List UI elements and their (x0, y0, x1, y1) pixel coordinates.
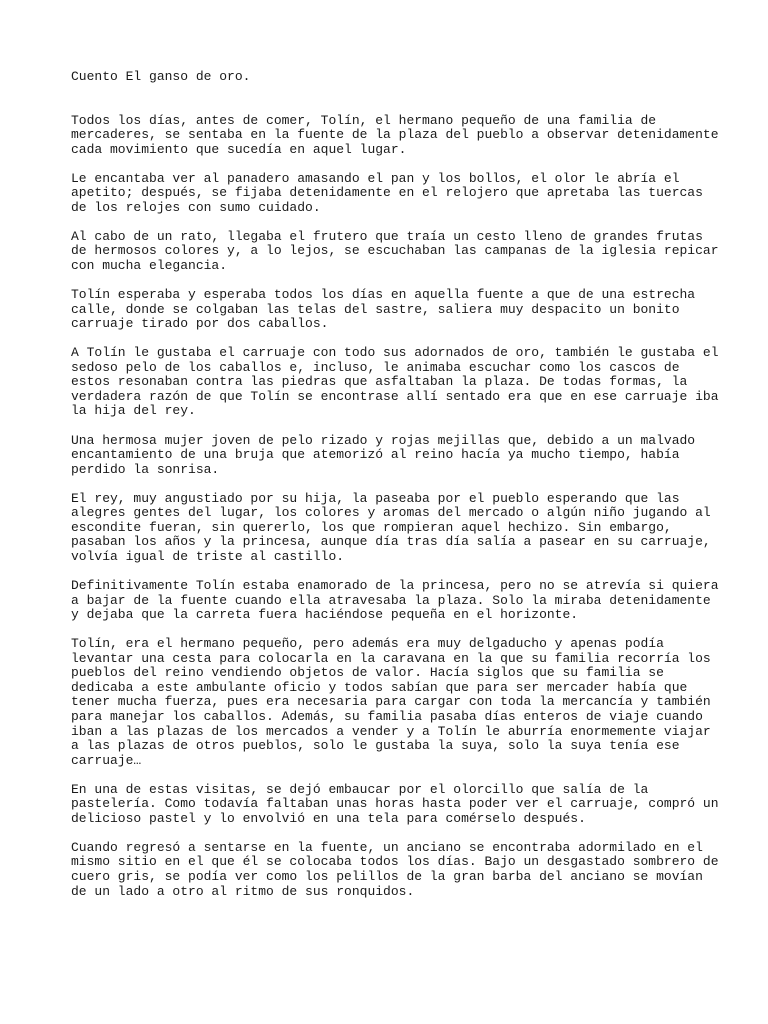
paragraph-line: la hija del rey. (71, 403, 196, 419)
paragraph-spacer (71, 623, 731, 638)
paragraph-spacer (71, 419, 731, 434)
paragraph (71, 288, 731, 332)
paragraph-line: carruaje… (71, 752, 142, 768)
paragraph-spacer (71, 477, 731, 492)
paragraph-spacer (71, 274, 731, 289)
paragraph-line: tener mucha fuerza, pues era necesaria para cargar con toda la mercancía y también (71, 694, 711, 710)
paragraph (71, 492, 731, 565)
paragraph-line: alegres gentes del lugar, los colores y aromas del mercado o algún niño jugando al (71, 505, 711, 521)
paragraph-spacer (71, 768, 731, 783)
paragraphs-container (71, 114, 731, 900)
paragraph-line: levantar una cesta para colocarla en la caravana en la que su familia recorría los (71, 650, 711, 666)
paragraph-line: mercaderes, se sentaba en la fuente de la plaza del pueblo a observar detenidamente (71, 127, 719, 143)
paragraph-line: Una hermosa mujer joven de pelo rizado y rojas mejillas que, debido a un malvado (71, 432, 696, 448)
paragraph (71, 579, 731, 623)
paragraph-line: escondite fueran, sin quererlo, los que rompieran aquel hechizo. Sin embargo, (71, 519, 672, 535)
paragraph (71, 434, 731, 478)
paragraph-line: y dejaba que la carreta fuera haciéndose pequeña en el horizonte. (71, 607, 579, 623)
paragraph (71, 230, 731, 274)
paragraph-line: delicioso pastel y lo envolvió en una tela para comérselo después. (71, 810, 586, 826)
paragraph-line: Tolín esperaba y esperaba todos los días en aquella fuente a que de una estrecha (71, 287, 696, 303)
paragraph-line: Definitivamente Tolín estaba enamorado de la princesa, pero no se atrevía si quiera (71, 578, 719, 594)
paragraph-line: mismo sitio en el que él se colocaba todos los días. Bajo un desgastado sombrero de (71, 854, 719, 870)
paragraph-line: a las plazas de otros pueblos, solo le gustaba la suya, solo la suya tenía ese (71, 738, 680, 754)
paragraph (71, 637, 731, 768)
paragraph-line: para manejar los caballos. Además, su familia pasaba días enteros de viaje cuando (71, 708, 703, 724)
paragraph-line: sedoso pelo de los caballos e, incluso, le animaba escuchar como los cascos de (71, 359, 680, 375)
paragraph-line: encantamiento de una bruja que atemorizó al reino hacía ya mucho tiempo, había (71, 447, 680, 463)
paragraph (71, 172, 731, 216)
paragraph-line: pasaban los años y la princesa, aunque día tras día salía a pasear en su carruaje, (71, 534, 711, 550)
paragraph-line: Tolín, era el hermano pequeño, pero además era muy delgaducho y apenas podía (71, 636, 664, 652)
paragraph (71, 783, 731, 827)
paragraph-line: con mucha elegancia. (71, 258, 228, 274)
paragraph-line: Todos los días, antes de comer, Tolín, el hermano pequeño de una familia de (71, 112, 657, 128)
paragraph-line: En una de estas visitas, se dejó embaucar por el olorcillo que salía de la (71, 781, 649, 797)
paragraph-line: iban a las plazas de los mercados a vender y a Tolín le aburría enormemente viajar (71, 723, 711, 739)
paragraph-line: Cuando regresó a sentarse en la fuente, un anciano se encontraba adormilado en el (71, 839, 703, 855)
title-spacer (71, 85, 731, 114)
paragraph-line: apetito; después, se fijaba detenidamente en el relojero que apretaba las tuercas (71, 185, 703, 201)
paragraph-spacer (71, 332, 731, 347)
paragraph-line: pueblos del reino vendiendo objetos de valor. Hacía siglos que su familia se (71, 665, 664, 681)
paragraph-line: pastelería. Como todavía faltaban unas horas hasta poder ver el carruaje, compró un (71, 796, 719, 812)
paragraph-line: de hermosos colores y, a lo lejos, se escuchaban las campanas de la iglesia repicar (71, 243, 719, 259)
paragraph (71, 841, 731, 899)
paragraph-line: cada movimiento que sucedía en aquel lugar. (71, 141, 407, 157)
document-title: Cuento El ganso de oro. (71, 69, 251, 84)
paragraph-line: carruaje tirado por dos caballos. (71, 316, 329, 332)
paragraph-spacer (71, 826, 731, 841)
paragraph-line: A Tolín le gustaba el carruaje con todo sus adornados de oro, también le gustaba el (71, 345, 719, 361)
paragraph-line: Le encantaba ver al panadero amasando el pan y los bollos, el olor le abría el (71, 170, 680, 186)
paragraph-line: volvía igual de triste al castillo. (71, 548, 345, 564)
paragraph-spacer (71, 215, 731, 230)
paragraph-line: El rey, muy angustiado por su hija, la paseaba por el pueblo esperando que las (71, 490, 680, 506)
paragraph-line: cuero gris, se podía ver como los pelillos de la gran barba del anciano se movían (71, 868, 703, 884)
paragraph-line: estos resonaban contra las piedras que asfaltaban la plaza. De todas formas, la (71, 374, 688, 390)
paragraph-line: de un lado a otro al ritmo de sus ronquidos. (71, 883, 415, 899)
paragraph (71, 114, 731, 158)
paragraph-line: calle, donde se colgaban las telas del sastre, saliera muy despacito un bonito (71, 301, 680, 317)
paragraph-line: dedicaba a este ambulante oficio y todos sabían que para ser mercader había que (71, 679, 688, 695)
paragraph-line: verdadera razón de que Tolín se encontrase allí sentado era que en ese carruaje iba (71, 388, 719, 404)
paragraph (71, 346, 731, 419)
paragraph-spacer (71, 565, 731, 580)
paragraph-line: de los relojes con sumo cuidado. (71, 199, 321, 215)
paragraph-spacer (71, 157, 731, 172)
paragraph-line: Al cabo de un rato, llegaba el frutero que traía un cesto lleno de grandes frutas (71, 228, 703, 244)
document-body (71, 70, 731, 899)
paragraph-line: a bajar de la fuente cuando ella atravesaba la plaza. Solo la miraba detenidamente (71, 592, 711, 608)
paragraph-line: perdido la sonrisa. (71, 461, 220, 477)
